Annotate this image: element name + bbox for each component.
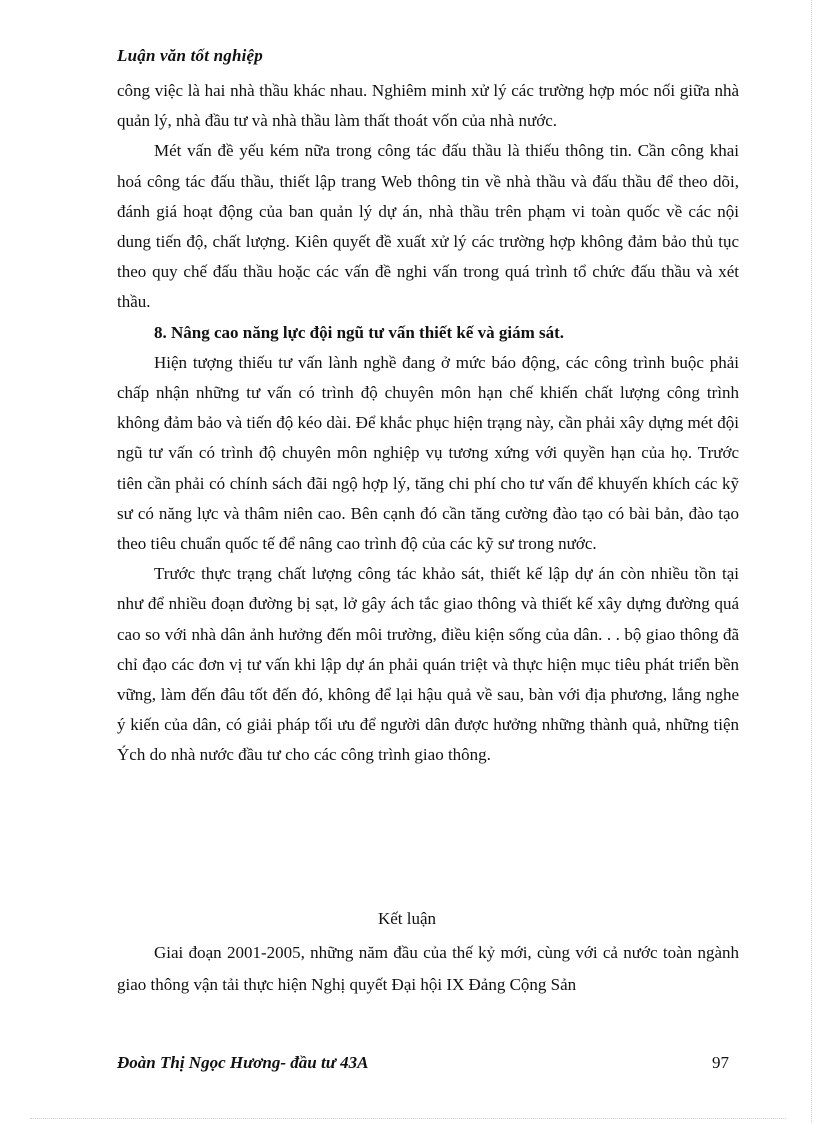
footer-divider <box>30 1118 786 1119</box>
section-heading: 8. Nâng cao năng lực đội ngũ tư vấn thiết kế và giám sát. <box>154 322 565 342</box>
page-number: 97 <box>712 1053 729 1072</box>
running-header: Luận văn tốt nghiệp <box>117 46 263 65</box>
paragraph-consultant-shortage: Hiện tượng thiếu tư vấn lành nghề đang ở mức báo động, các công trình buộc phải chấp nhận những tư vấn có trình độ chuyên môn hạn chế khiến chất lượng công trình không đảm bảo và tiến độ kéo dài. Để khắc phục hiện trạng này, cần phải xây dựng mét đội ngũ tư vấn có trình độ chuyên môn nghiệp vụ tương xứng với quyền hạn của họ. Trước tiên cần phải có chính sách đãi ngộ hợp lý, tăng chi phí cho tư vấn để khuyến khích các kỹ sư có năng lực và thâm niên cao. Bên cạnh đó cần tăng cường đào tạo có bài bản, đào tạo theo tiêu chuẩn quốc tế để nâng cao trình độ của các kỹ sư trong nước. <box>117 352 739 554</box>
paragraph-conclusion: Giai đoạn 2001-2005, những năm đầu của thế kỷ mới, cùng với cả nước toàn ngành giao thông vận tải thực hiện Nghị quyết Đại hội IX Đảng Cộng Sản <box>117 943 739 994</box>
page-edge-divider <box>811 0 812 1123</box>
paragraph-continuation: công việc là hai nhà thầu khác nhau. Nghiêm minh xử lý các trường hợp móc nối giữa nhà quản lý, nhà đầu tư và nhà thầu làm thất thoát vốn của nhà nước. <box>117 81 739 131</box>
paragraph-survey-quality: Trước thực trạng chất lượng công tác khảo sát, thiết kế lập dự án còn nhiều tồn tại như để nhiều đoạn đường bị sạt, lở gây ách tắc giao thông và thiết kế xây dựng đường quá cao so với nhà dân ảnh hưởng đến môi trường, điều kiện sống của dân. . . bộ giao thông đã chỉ đạo các đơn vị tư vấn khi lập dự án phải quán triệt và thực hiện mục tiêu phát triển bền vững, làm đến đâu tốt đến đó, không để lại hậu quả về sau, bàn với địa phương, lắng nghe ý kiến của dân, có giải pháp tối ưu để người dân được hưởng những thành quả, những tiện Ých do nhà nước đầu tư cho các công trình giao thông. <box>117 564 739 765</box>
conclusion-text <box>117 937 739 1001</box>
footer-author: Đoàn Thị Ngọc Hương- đầu tư 43A <box>117 1053 369 1072</box>
body-text <box>117 76 739 771</box>
conclusion-title: Kết luận <box>377 909 437 928</box>
paragraph-bidding-information: Mét vấn đề yếu kém nữa trong công tác đấu thầu là thiếu thông tin. Cần công khai hoá công tác đấu thầu, thiết lập trang Web thông tin về nhà thầu và đấu thầu để theo dõi, đánh giá hoạt động của ban quản lý dự án, nhà thầu trên phạm vi toàn quốc về các nội dung tiến độ, chất lượng. Kiên quyết đề xuất xử lý các trường hợp không đảm bảo thủ tục theo quy chế đấu thầu hoặc các vấn đề nghi vấn trong quá trình tổ chức đấu thầu và xét thầu. <box>117 141 739 312</box>
